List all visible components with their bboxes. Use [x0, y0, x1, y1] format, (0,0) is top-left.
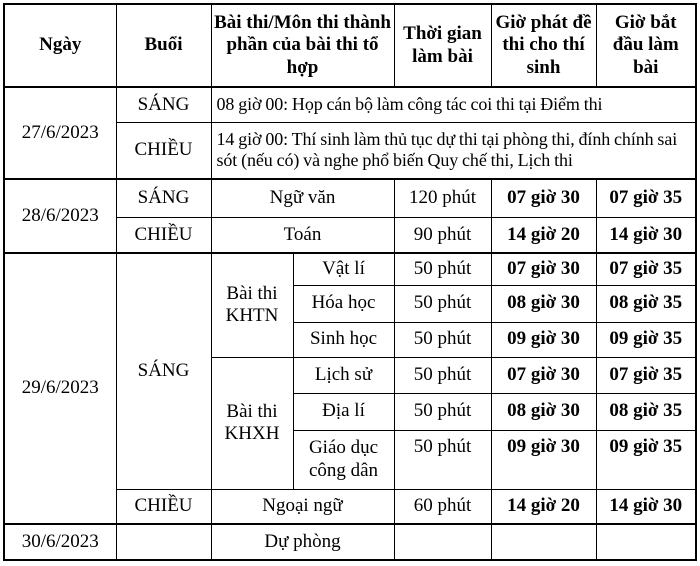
subject-cell: Sinh học [293, 322, 394, 357]
subject-cell: Vật lí [293, 253, 394, 285]
handout-time-cell: 14 giờ 20 [491, 489, 596, 524]
subject-cell: Dự phòng [211, 524, 394, 560]
row-day3-khtn-1 [4, 253, 696, 285]
empty-session-cell [116, 524, 211, 560]
note-cell: 14 giờ 00: Thí sinh làm thủ tục dự thi tại phòng thi, đính chính sai sót (nếu có) và nghe phổ biến Quy chế thi, Lịch thi [211, 122, 696, 179]
handout-time-cell: 08 giờ 30 [491, 285, 596, 322]
start-time-cell: 14 giờ 30 [596, 489, 696, 524]
start-time-cell: 07 giờ 35 [596, 179, 696, 217]
start-time-cell: 09 giờ 35 [596, 430, 696, 489]
start-time-cell: 08 giờ 35 [596, 285, 696, 322]
start-time-cell: 07 giờ 35 [596, 357, 696, 393]
session-cell: CHIỀU [116, 489, 211, 524]
session-cell: CHIỀU [116, 217, 211, 253]
duration-cell: 60 phút [394, 489, 491, 524]
subject-cell: Lịch sử [293, 357, 394, 393]
session-cell: SÁNG [116, 87, 211, 122]
exam-group-cell: Bài thi KHTN [211, 253, 293, 357]
session-cell: SÁNG [116, 253, 211, 489]
row-day1-morning [4, 87, 696, 122]
handout-time-cell: 07 giờ 30 [491, 357, 596, 393]
date-cell: 27/6/2023 [4, 87, 116, 179]
note-cell: 08 giờ 00: Họp cán bộ làm công tác coi thi tại Điểm thi [211, 87, 696, 122]
header-start-time: Giờ bắt đầu làm bài [596, 4, 696, 87]
header-row [4, 4, 696, 87]
duration-cell: 50 phút [394, 430, 491, 489]
handout-time-cell: 14 giờ 20 [491, 217, 596, 253]
empty-start-cell [596, 524, 696, 560]
duration-cell: 50 phút [394, 285, 491, 322]
header-date: Ngày [4, 4, 116, 87]
row-day2-morning [4, 179, 696, 217]
exam-schedule-table [3, 3, 697, 561]
duration-cell: 50 phút [394, 322, 491, 357]
header-session: Buổi [116, 4, 211, 87]
date-cell: 30/6/2023 [4, 524, 116, 560]
start-time-cell: 09 giờ 35 [596, 322, 696, 357]
empty-handout-cell [491, 524, 596, 560]
start-time-cell: 07 giờ 35 [596, 253, 696, 285]
header-handout-time: Giờ phát đề thi cho thí sinh [491, 4, 596, 87]
start-time-cell: 14 giờ 30 [596, 217, 696, 253]
handout-time-cell: 07 giờ 30 [491, 179, 596, 217]
subject-cell: Ngoại ngữ [211, 489, 394, 524]
handout-time-cell: 09 giờ 30 [491, 430, 596, 489]
header-duration: Thời gian làm bài [394, 4, 491, 87]
row-day4 [4, 524, 696, 560]
subject-cell: Toán [211, 217, 394, 253]
duration-cell: 50 phút [394, 393, 491, 430]
duration-cell: 120 phút [394, 179, 491, 217]
duration-cell: 50 phút [394, 253, 491, 285]
date-cell: 29/6/2023 [4, 253, 116, 524]
exam-group-cell: Bài thi KHXH [211, 357, 293, 489]
session-cell: CHIỀU [116, 122, 211, 179]
subject-cell: Hóa học [293, 285, 394, 322]
subject-cell: Địa lí [293, 393, 394, 430]
start-time-cell: 08 giờ 35 [596, 393, 696, 430]
date-cell: 28/6/2023 [4, 179, 116, 253]
subject-cell: Giáo dục công dân [293, 430, 394, 489]
handout-time-cell: 08 giờ 30 [491, 393, 596, 430]
duration-cell: 90 phút [394, 217, 491, 253]
session-cell: SÁNG [116, 179, 211, 217]
header-exam: Bài thi/Môn thi thành phần của bài thi tổ hợp [211, 4, 394, 87]
duration-cell: 50 phút [394, 357, 491, 393]
handout-time-cell: 09 giờ 30 [491, 322, 596, 357]
subject-cell: Ngữ văn [211, 179, 394, 217]
empty-duration-cell [394, 524, 491, 560]
handout-time-cell: 07 giờ 30 [491, 253, 596, 285]
